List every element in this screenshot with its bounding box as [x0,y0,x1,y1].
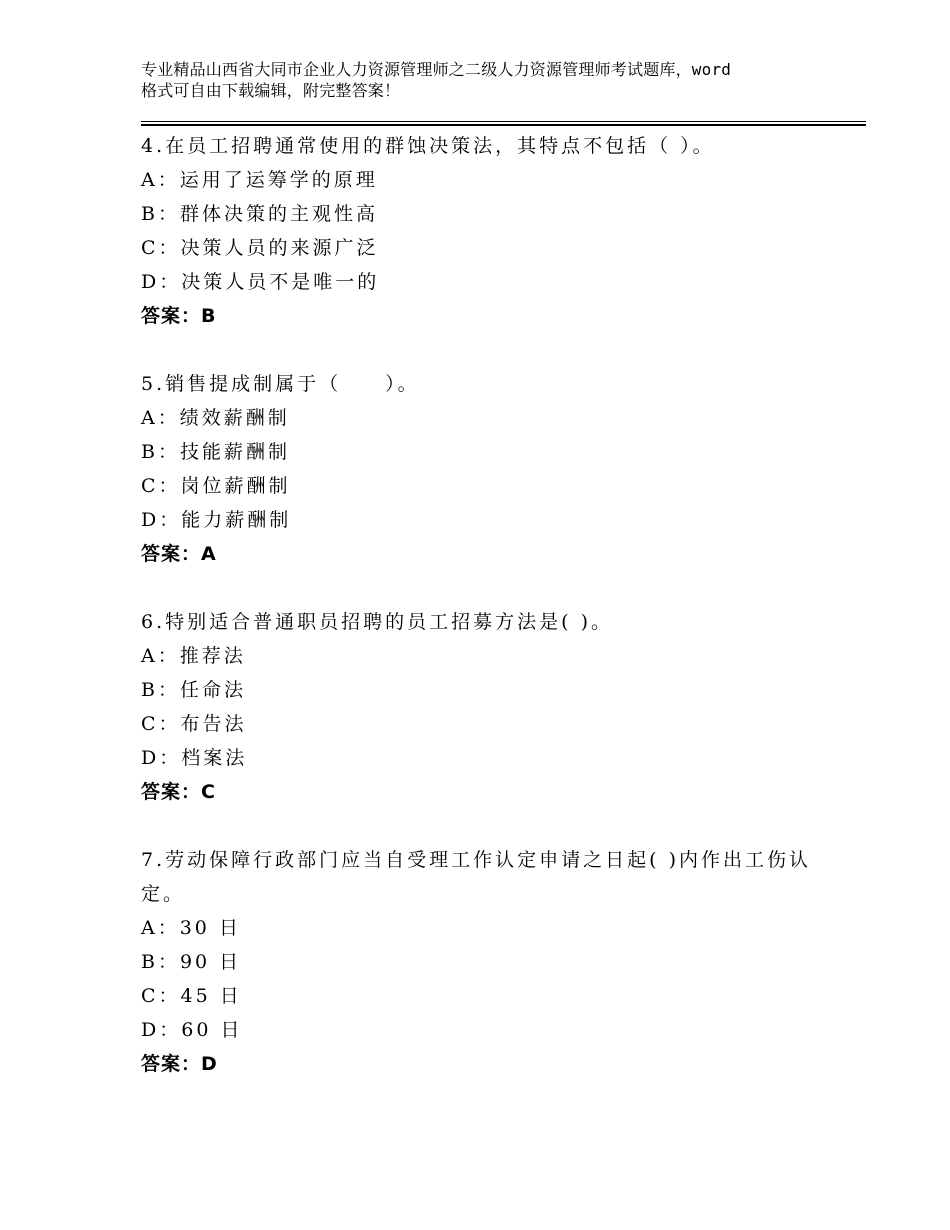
option-c: C：岗位薪酬制 [141,475,291,497]
option-c: C：决策人员的来源广泛 [141,237,379,259]
answer: 答案：B [141,305,217,327]
question-5 [141,367,841,571]
question-stem: 4.在员工招聘通常使用的群蚀决策法，其特点不包括（ ）。 [141,135,715,157]
header-rule-thin [141,121,866,122]
answer: 答案：D [141,1053,218,1075]
question-list [141,129,841,1115]
option-d: D：档案法 [141,747,248,769]
question-stem: 5.销售提成制属于（ ）。 [141,373,420,395]
option-b: B：任命法 [141,679,246,701]
question-stem: 6.特别适合普通职员招聘的员工招募方法是( )。 [141,611,613,633]
option-d: D：决策人员不是唯一的 [141,271,380,293]
document-header [141,59,831,101]
question-stem: 7.劳动保障行政部门应当自受理工作认定申请之日起( )内作出工伤认定。 [141,849,811,905]
option-b: B：群体决策的主观性高 [141,203,378,225]
header-line-1: 专业精品山西省大同市企业人力资源管理师之二级人力资源管理师考试题库，word [141,60,732,79]
option-b: B：90 日 [141,951,242,973]
header-line-2: 格式可自由下载编辑，附完整答案！ [141,81,401,100]
option-d: D：能力薪酬制 [141,509,292,531]
option-a: A：30 日 [141,917,241,939]
option-c: C：布告法 [141,713,247,735]
option-a: A：运用了运筹学的原理 [141,169,378,191]
header-rule-thick [141,124,866,126]
option-d: D：60 日 [141,1019,243,1041]
option-c: C：45 日 [141,985,242,1007]
option-b: B：技能薪酬制 [141,441,290,463]
answer: 答案：C [141,781,216,803]
question-6 [141,605,841,809]
option-a: A：推荐法 [141,645,246,667]
option-a: A：绩效薪酬制 [141,407,290,429]
answer: 答案：A [141,543,217,565]
question-4 [141,129,841,333]
question-7 [141,843,841,1081]
